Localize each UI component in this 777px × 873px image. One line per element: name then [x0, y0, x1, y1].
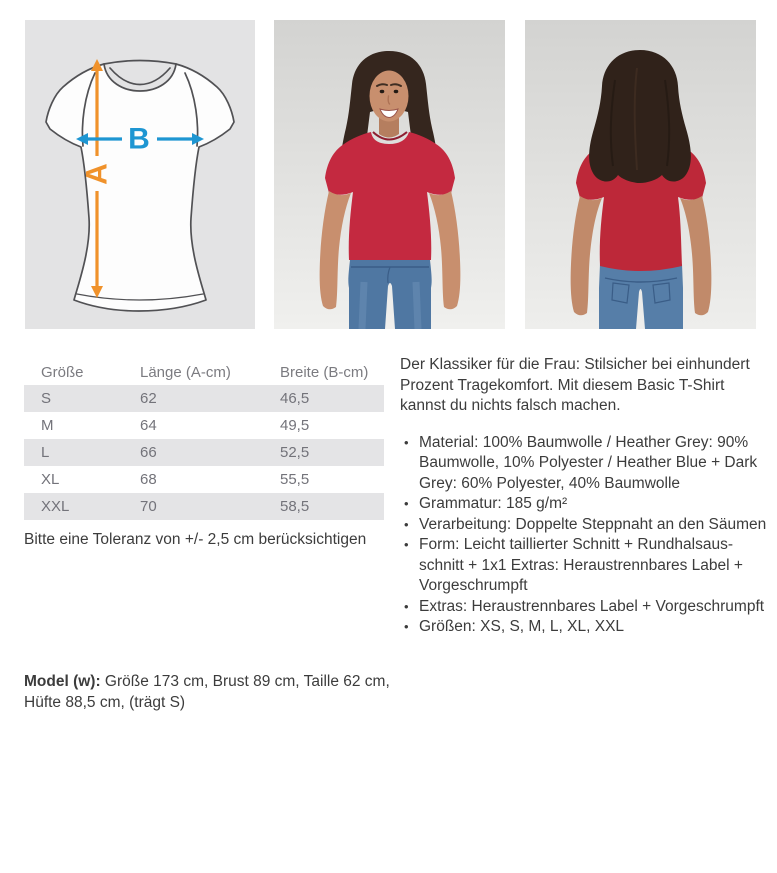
tshirt-outline: [46, 64, 234, 311]
cell-length: 68: [140, 471, 157, 488]
model-info-text: Größe 173 cm, Brust 89 cm, Taille 62 cm, Hüfte 88,5 cm, (trägt S): [24, 673, 390, 711]
feature-form: Form: Leicht taillierter Schnitt + Rundhalsausschnitt + 1x1 Extras: Heraustrennbares Label + Vorgeschrumpft: [419, 536, 743, 594]
cell-size: XXL: [41, 498, 70, 515]
cell-size: L: [41, 444, 50, 461]
list-item: [400, 494, 770, 515]
table-header-row: [24, 359, 384, 385]
feature-material: Material: 100% Baumwolle / Heather Grey: 90% Baumwolle, 10% Polyester / Heather Blue + Dark Grey: 60% Polyester, 40% Baumwolle: [419, 433, 758, 492]
cell-width: 49,5: [280, 417, 310, 434]
table-row: [24, 412, 384, 439]
model-info: [24, 671, 396, 713]
list-item: [400, 515, 770, 536]
size-diagram: [25, 20, 255, 329]
table-row: [24, 439, 384, 466]
cell-size: S: [41, 390, 52, 407]
bullet-icon: •: [404, 619, 409, 634]
cell-length: 66: [140, 444, 157, 461]
label-a: A: [80, 163, 114, 185]
col-header-size: Größe: [41, 363, 84, 381]
feature-list: [400, 433, 770, 638]
bullet-icon: •: [404, 598, 409, 614]
list-item: [400, 617, 770, 638]
list-item: [400, 535, 770, 597]
model-front-photo: [274, 20, 505, 329]
col-header-width: Breite (B-cm): [280, 363, 369, 381]
cell-width: 58,5: [280, 498, 310, 515]
model-front-illustration: [274, 20, 505, 329]
cell-size: XL: [41, 471, 60, 488]
size-table: [24, 359, 384, 520]
model-info-label: Model (w):: [24, 673, 101, 690]
model-back-illustration: [525, 20, 756, 329]
description-intro: Der Klassiker für die Frau: Stilsicher bei einhundert Prozent Tragekomfort. Mit diesem Basic T-Shirt kannst du nichts falsch machen.: [400, 356, 750, 414]
bullet-icon: •: [404, 434, 409, 450]
label-b: B: [128, 122, 150, 156]
feature-extras: Extras: Heraustrennbares Label + Vorgeschrumpft: [419, 597, 765, 615]
bullet-icon: •: [404, 516, 409, 532]
table-row: [24, 466, 384, 493]
table-row: [24, 385, 384, 412]
cell-length: 64: [140, 417, 157, 434]
product-description: [400, 355, 770, 638]
cell-length: 70: [140, 498, 157, 515]
bullet-icon: •: [404, 496, 409, 511]
cell-length: 62: [140, 390, 157, 407]
bullet-icon: •: [404, 537, 409, 552]
cell-width: 55,5: [280, 471, 310, 488]
feature-groessen: Größen: XS, S, M, L, XL, XXL: [419, 618, 625, 635]
model-back-photo: [525, 20, 756, 329]
list-item: [400, 597, 770, 618]
tshirt-measurement-illustration: [25, 20, 255, 329]
cell-width: 52,5: [280, 444, 310, 461]
tolerance-note: Bitte eine Toleranz von +/- 2,5 cm berücksichtigen: [24, 531, 367, 548]
cell-width: 46,5: [280, 390, 310, 407]
table-row: [24, 493, 384, 520]
feature-verarbeitung: Verarbeitung: Doppelte Steppnaht an den Säumen: [419, 515, 767, 533]
col-header-length: Länge (A-cm): [140, 363, 231, 381]
cell-size: M: [41, 417, 54, 434]
list-item: [400, 433, 770, 495]
feature-grammatur: Grammatur: 185 g/m²: [419, 495, 568, 512]
